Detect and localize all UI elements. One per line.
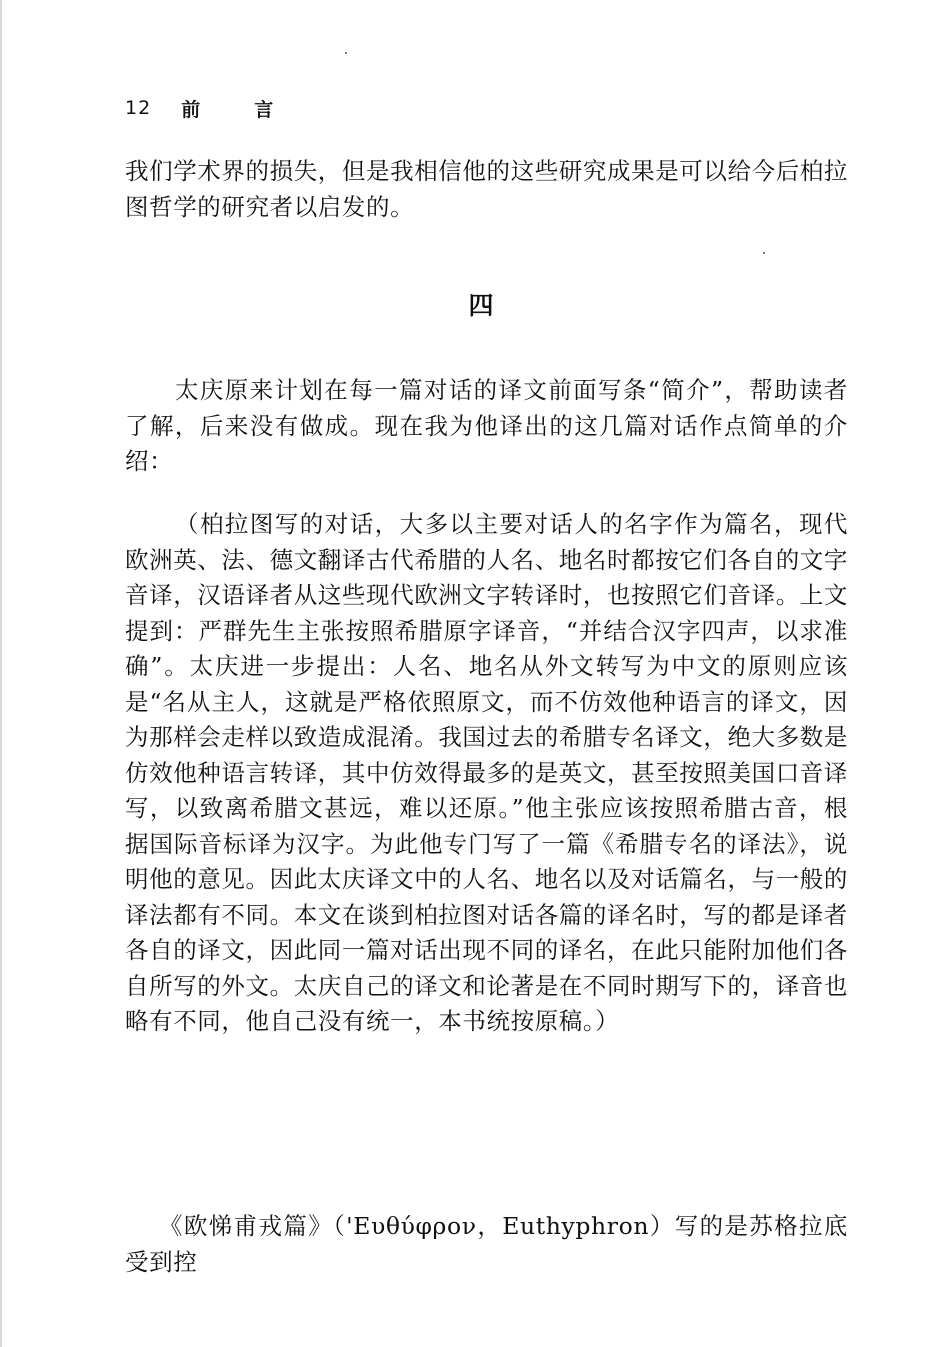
page-header	[125, 93, 327, 123]
paragraph-intro: 太庆原来计划在每一篇对话的译文前面写条“简介”，帮助读者了解，后来没有做成。现在我为他译出的这几篇对话作点简单的介绍：	[125, 376, 848, 475]
section-heading: 四	[468, 291, 494, 320]
scan-speck	[345, 52, 347, 54]
page-edge	[0, 0, 2, 1347]
paragraph-translation-note: （柏拉图写的对话，大多以主要对话人的名字作为篇名，现代欧洲英、法、德文翻译古代希腊的人名、地名时都按它们各自的文字音译，汉语译者从这些现代欧洲文字转译时，也按照它们音译。上文提到：严群先生主张按照希腊原字译音，“并结合汉字四声，以求准确”。太庆进一步提出：人名、地名从外文转写为中文的原则应该是“名从主人，这就是严格依照原文，而不仿效他种语言的译文，因为那样会走样以致造成混淆。我国过去的希腊专名译文，绝大多数是仿效他种语言转译，其中仿效得最多的是英文，甚至按照美国口音译写，以致离希腊文甚远，难以还原。”他主张应该按照希腊古音，根据国际音标译为汉字。为此他专门写了一篇《希腊专名的译法》，说明他的意见。因此太庆译文中的人名、地名以及对话篇名，与一般的译法都有不同。本文在谈到柏拉图对话各篇的译名时，写的都是译者各自的译文，因此同一篇对话出现不同的译名，在此只能附加他们各自所写的外文。太庆自己的译文和论著是在不同时期写下的，译音也略有不同，他自己没有统一，本书统按原稿。）	[125, 510, 848, 1035]
scan-speck	[763, 252, 765, 254]
page-number: 12	[125, 97, 152, 119]
running-title: 前言	[181, 98, 328, 121]
continuation-paragraph: 我们学术界的损失，但是我相信他的这些研究成果是可以给今后柏拉图哲学的研究者以启发的。	[125, 157, 848, 221]
paragraph-euthyphro: 《欧悌甫戎篇》（'Ευθύφρον，Euthyphron）写的是苏格拉底受到控	[125, 1212, 848, 1276]
